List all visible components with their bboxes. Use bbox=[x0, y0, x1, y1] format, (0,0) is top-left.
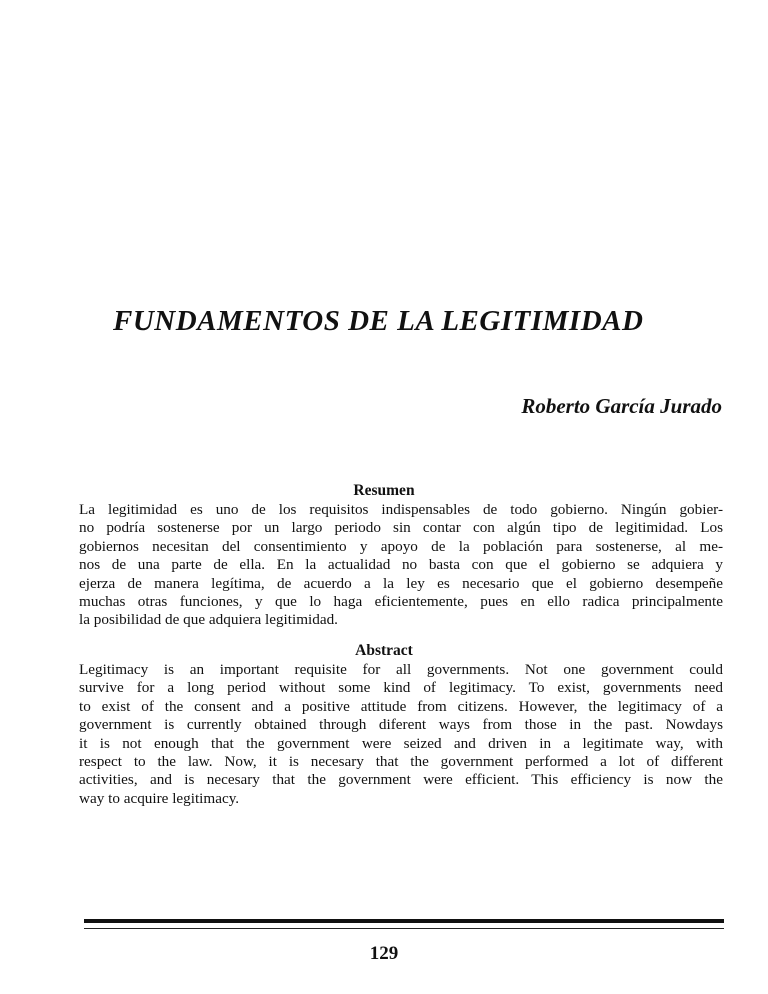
abstract-line: government is currently obtained through diferent ways from those in the past. Nowdays bbox=[79, 716, 723, 734]
resumen-body bbox=[79, 501, 723, 630]
resumen-line: nos de una parte de ella. En la actualidad no basta con que el gobierno se adquiera y bbox=[79, 556, 723, 574]
resumen-line: no podría sostenerse por un largo periodo sin contar con algún tipo de legitimidad. Los bbox=[79, 519, 723, 537]
abstract-heading: Abstract bbox=[355, 642, 413, 659]
resumen-line: La legitimidad es uno de los requisitos indispensables de todo gobierno. Ningún gobier- bbox=[79, 501, 723, 518]
footer-rule-thick bbox=[84, 919, 724, 923]
abstract-line: activities, and is necesary that the government were efficient. This efficiency is now the bbox=[79, 771, 723, 789]
resumen-line: gobiernos necesitan del consentimiento y apoyo de la población para sostenerse, al me- bbox=[79, 537, 723, 555]
resumen-line: muchas otras funciones, y que lo haga eficientemente, pues en ello radica principalmente bbox=[79, 593, 723, 611]
article-title: FUNDAMENTOS DE LA LEGITIMIDAD bbox=[113, 305, 644, 337]
resumen-heading: Resumen bbox=[353, 482, 415, 499]
resumen-line: la posibilidad de que adquiera legitimidad. bbox=[79, 611, 338, 629]
abstract-line: to exist of the consent and a positive attitude from citizens. However, the legitimacy of a bbox=[79, 697, 723, 715]
abstract-line: Legitimacy is an important requisite for all governments. Not one government could bbox=[79, 661, 723, 678]
abstract-line: way to acquire legitimacy. bbox=[79, 789, 240, 807]
article-author: Roberto García Jurado bbox=[521, 394, 722, 418]
resumen-line: ejerza de manera legítima, de acuerdo a la ley es necesario que el gobierno desempeñe bbox=[79, 574, 723, 592]
page-number: 129 bbox=[369, 943, 399, 964]
abstract-line: survive for a long period without some kind of legitimacy. To exist, governments need bbox=[79, 679, 723, 697]
footer-rule-thin bbox=[84, 928, 724, 929]
abstract-line: it is not enough that the government were seized and driven in a legitimate way, with bbox=[79, 734, 723, 752]
abstract-body bbox=[79, 661, 723, 808]
abstract-line: respect to the law. Now, it is necesary that the government performed a lot of different bbox=[79, 753, 723, 771]
